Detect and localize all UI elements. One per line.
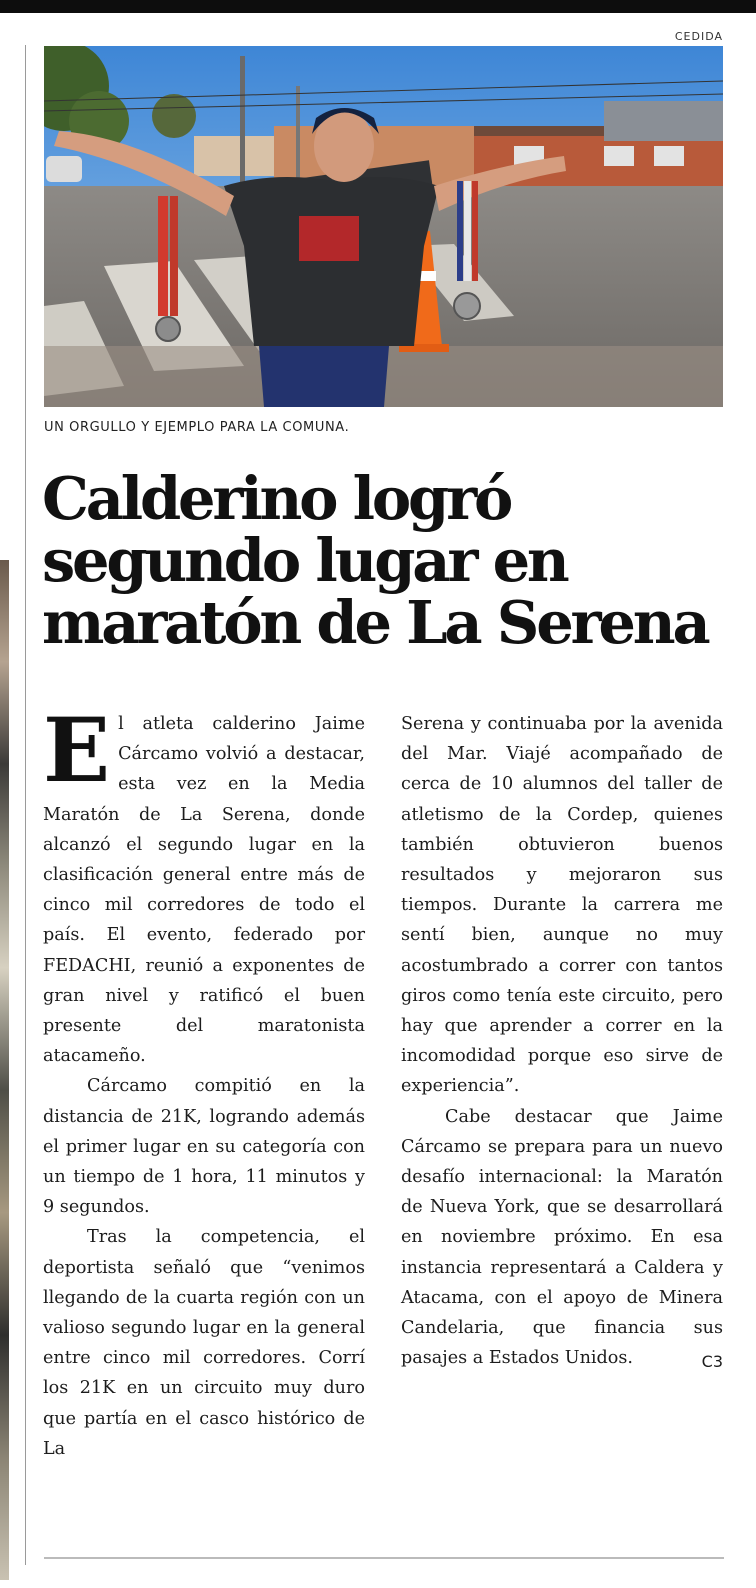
paragraph-5-text: Cabe destacar que Jaime Cárcamo se prepara para un nuevo desafío internacional: la Maratón de Nueva York, que se desarrollará en noviembre próximo. En esa instancia representará a Caldera y Atacama, con el apoyo de Minera Candelaria, que financia sus pasajes a Estados Unidos. [401,1106,723,1369]
article-photo [44,46,723,407]
paragraph-1 [43,698,365,1071]
bottom-rule [44,1557,724,1559]
photo-credit: CEDIDA [674,30,723,43]
paragraph-3: Tras la competencia, el deportista señaló que “venimos llegando de la cuarta región con un valioso segundo lugar en la general entre cinco mil corredores. Corrí los 21K en un circuito muy duro que partía en el casco histórico de La [43,1227,365,1459]
photo-caption: UN ORGULLO Y EJEMPLO PARA LA COMUNA. [44,420,350,435]
column-divider [25,45,26,1565]
article-headline: Calderino logró segundo lugar en maratón de La Serena [42,464,708,657]
top-rule [0,0,756,13]
article-column-right [401,709,723,1377]
paragraph-1-text: l atleta calderino Jaime Cárcamo volvió a destacar, esta vez en la Media Maratón de La Serena, donde alcanzó el segundo lugar en la clasificación general entre más de cinco mil corredores de todo el país. El evento, federado por FEDACHI, reunió a exponentes de gran nivel y ratificó el buen presente del maratonista atacameño. [43,714,365,1067]
paragraph-4: Serena y continuaba por la avenida del Mar. Viajé acompañado de cerca de 10 alumnos del taller de atletismo de la Cordep, quienes también obtuvieron buenos resultados y mejoraron sus tiempos. Durante la carrera me sentí bien, aunque no muy acostumbrado a correr con tantos giros como tenía este circuito, pero hay que aprender a correr en la incomodidad porque eso sirve de experiencia”. [401,714,723,1097]
end-mark: C3 [701,1352,723,1372]
paragraph-2: Cárcamo compitió en la distancia de 21K, logrando además el primer lugar en su categoría con un tiempo de 1 hora, 11 minutos y 9 segundos. [43,1076,365,1218]
adjacent-page-strip [0,560,9,1580]
drop-cap: E [43,698,111,802]
article-column-left [43,698,365,1464]
paragraph-5 [401,1102,723,1374]
